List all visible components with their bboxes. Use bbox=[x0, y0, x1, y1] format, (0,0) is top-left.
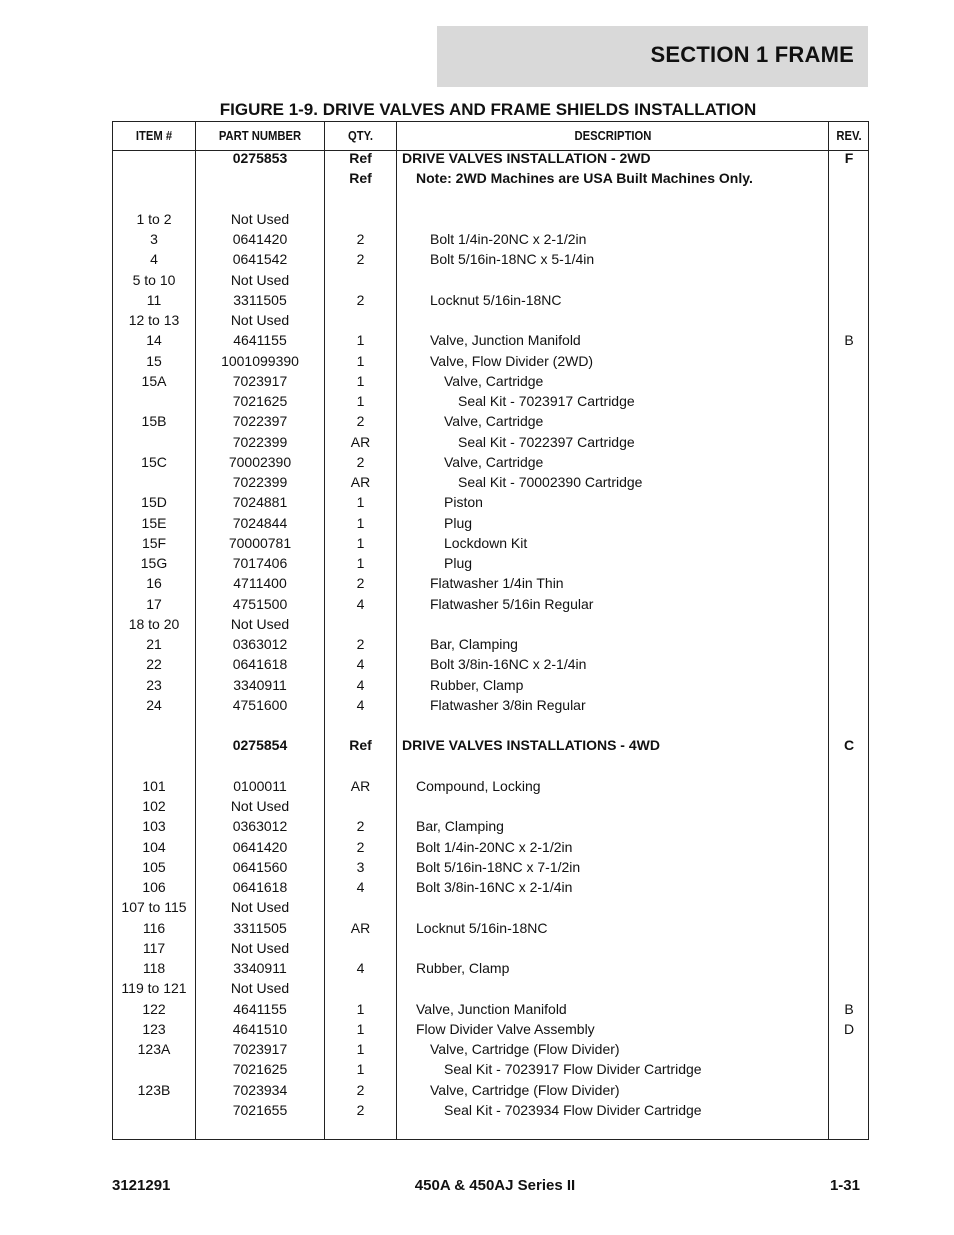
footer-model: 450A & 450AJ Series II bbox=[414, 1177, 576, 1194]
description: Locknut 5/16in-18NC bbox=[416, 919, 548, 936]
description: Valve, Cartridge (Flow Divider) bbox=[430, 1081, 620, 1098]
description: Bolt 5/16in-18NC x 5-1/4in bbox=[430, 251, 595, 268]
table-row bbox=[113, 229, 868, 249]
description: Lockdown Kit bbox=[444, 534, 528, 551]
description: Valve, Cartridge bbox=[444, 413, 544, 430]
item-number: 15A bbox=[141, 372, 167, 389]
table-row bbox=[113, 1039, 868, 1059]
part-number: 0100011 bbox=[233, 777, 287, 794]
table-row bbox=[113, 148, 868, 168]
part-number: 4711400 bbox=[233, 575, 287, 592]
description: Valve, Junction Manifold bbox=[416, 1000, 567, 1017]
item-number: 103 bbox=[142, 818, 166, 835]
description: Seal Kit - 7023934 Flow Divider Cartridge bbox=[444, 1101, 702, 1118]
revision: B bbox=[844, 332, 854, 349]
part-number: Not Used bbox=[230, 798, 290, 814]
quantity: 1 bbox=[356, 372, 365, 389]
table-row bbox=[113, 776, 868, 796]
quantity: 1 bbox=[356, 1000, 365, 1017]
item-number: 11 bbox=[146, 291, 162, 308]
item-number: 123B bbox=[137, 1081, 171, 1098]
description: Bolt 3/8in-16NC x 2-1/4in bbox=[416, 879, 573, 895]
item-number: 119 to 121 bbox=[121, 980, 187, 997]
table-row bbox=[113, 695, 868, 715]
table-row bbox=[113, 594, 868, 614]
item-number: 123A bbox=[137, 1041, 171, 1057]
quantity: 2 bbox=[356, 251, 365, 268]
quantity: 3 bbox=[356, 858, 365, 875]
table-row bbox=[113, 735, 868, 755]
description: Seal Kit - 7022397 Cartridge bbox=[458, 433, 635, 450]
part-number: Not Used bbox=[230, 939, 290, 956]
quantity: 2 bbox=[356, 818, 365, 835]
table-row bbox=[113, 492, 868, 512]
quantity: Ref bbox=[349, 170, 372, 187]
description: Rubber, Clamp bbox=[416, 960, 510, 976]
quantity: 1 bbox=[356, 1041, 365, 1057]
col-header-part-number: PART NUMBER bbox=[218, 129, 302, 143]
description: Locknut 5/16in-18NC bbox=[430, 291, 562, 308]
quantity: Ref bbox=[349, 737, 372, 754]
table-row bbox=[113, 857, 868, 877]
part-number: 70002390 bbox=[228, 453, 292, 470]
part-number: 0275853 bbox=[232, 150, 288, 166]
part-number: 0641618 bbox=[232, 879, 288, 895]
item-number: 15C bbox=[141, 453, 167, 470]
description: Bolt 3/8in-16NC x 2-1/4in bbox=[430, 656, 587, 673]
item-number: 15F bbox=[141, 534, 167, 551]
description: Rubber, Clamp bbox=[430, 676, 524, 693]
part-number: 3311505 bbox=[233, 291, 287, 308]
part-number: Not Used bbox=[230, 271, 290, 288]
table-row bbox=[113, 290, 868, 310]
item-number: 117 bbox=[142, 939, 166, 956]
table-row bbox=[113, 614, 868, 634]
part-number: 7024844 bbox=[232, 514, 288, 531]
part-number: 0641420 bbox=[232, 231, 288, 247]
part-number: 0641560 bbox=[232, 858, 288, 875]
col-header-item: ITEM # bbox=[135, 129, 173, 143]
item-number: 21 bbox=[146, 636, 162, 652]
table-row bbox=[113, 978, 868, 998]
quantity: 1 bbox=[356, 352, 365, 369]
item-number: 116 bbox=[142, 919, 166, 936]
revision: B bbox=[844, 1000, 854, 1017]
description: Flatwasher 1/4in Thin bbox=[430, 575, 564, 592]
table-row bbox=[113, 330, 868, 350]
description: Flow Divider Valve Assembly bbox=[416, 1020, 595, 1037]
item-number: 122 bbox=[142, 1000, 166, 1017]
quantity: 1 bbox=[356, 555, 365, 571]
item-number: 15D bbox=[141, 494, 167, 511]
description: Valve, Junction Manifold bbox=[430, 332, 581, 349]
quantity: 2 bbox=[356, 453, 365, 470]
quantity: 2 bbox=[356, 838, 365, 855]
quantity: 1 bbox=[356, 393, 365, 409]
quantity: 1 bbox=[356, 332, 365, 349]
quantity: 2 bbox=[356, 413, 365, 430]
quantity: 4 bbox=[356, 595, 365, 612]
item-number: 22 bbox=[146, 656, 162, 673]
quantity: AR bbox=[350, 777, 371, 794]
item-number: 123 bbox=[142, 1020, 166, 1037]
part-number: 7021655 bbox=[232, 1101, 288, 1118]
item-number: 14 bbox=[146, 332, 162, 349]
item-number: 101 bbox=[142, 777, 166, 794]
part-number: 1001099390 bbox=[221, 352, 299, 369]
description: Bolt 5/16in-18NC x 7-1/2in bbox=[416, 858, 581, 875]
item-number: 24 bbox=[146, 696, 162, 713]
item-number: 1 to 2 bbox=[136, 210, 172, 227]
quantity: 2 bbox=[356, 636, 365, 652]
quantity: 2 bbox=[356, 291, 365, 308]
footer-doc-number: 3121291 bbox=[112, 1177, 171, 1194]
table-row bbox=[113, 452, 868, 472]
part-number: 7022397 bbox=[232, 413, 288, 430]
table-row bbox=[113, 249, 868, 269]
quantity: 1 bbox=[356, 494, 365, 511]
table-row bbox=[113, 209, 868, 229]
section-title: SECTION 1 FRAME bbox=[650, 42, 854, 67]
part-number: 7021625 bbox=[232, 393, 288, 409]
quantity: 2 bbox=[356, 1081, 365, 1098]
table-row bbox=[113, 1019, 868, 1039]
part-number: 7023917 bbox=[232, 372, 288, 389]
figure-title: FIGURE 1-9. DRIVE VALVES AND FRAME SHIELDS INSTALLATION bbox=[219, 100, 757, 119]
col-header-description: DESCRIPTION bbox=[574, 129, 652, 143]
item-number: 3 bbox=[150, 231, 158, 247]
quantity: 4 bbox=[356, 676, 365, 693]
quantity: 4 bbox=[356, 696, 365, 713]
description: Valve, Cartridge bbox=[444, 453, 544, 470]
item-number: 23 bbox=[146, 676, 162, 693]
item-number: 18 to 20 bbox=[128, 615, 180, 632]
quantity: 4 bbox=[356, 879, 365, 895]
table-row bbox=[113, 938, 868, 958]
part-number: 7024881 bbox=[232, 494, 288, 511]
table-row bbox=[113, 715, 868, 735]
table-row bbox=[113, 1080, 868, 1100]
part-number: 4641155 bbox=[233, 1000, 287, 1017]
item-number: 4 bbox=[150, 251, 158, 268]
description: Valve, Cartridge bbox=[444, 372, 544, 389]
description: Compound, Locking bbox=[416, 777, 541, 794]
table-row bbox=[113, 432, 868, 452]
table-row bbox=[113, 918, 868, 938]
item-number: 16 bbox=[146, 575, 162, 592]
part-number: 7021625 bbox=[232, 1061, 288, 1078]
part-number: 0363012 bbox=[232, 636, 288, 652]
table-row bbox=[113, 411, 868, 431]
table-row bbox=[113, 270, 868, 290]
quantity: Ref bbox=[349, 150, 372, 166]
table-row bbox=[113, 837, 868, 857]
quantity: 2 bbox=[356, 575, 365, 592]
table-row bbox=[113, 654, 868, 674]
item-number: 15 bbox=[146, 352, 162, 369]
description: Plug bbox=[444, 555, 473, 571]
description: DRIVE VALVES INSTALLATIONS - 4WD bbox=[402, 737, 660, 754]
item-number: 5 to 10 bbox=[132, 271, 176, 288]
description: Valve, Cartridge (Flow Divider) bbox=[430, 1041, 620, 1057]
description: Seal Kit - 7023917 Flow Divider Cartridge bbox=[444, 1061, 702, 1078]
part-number: 0641420 bbox=[232, 838, 288, 855]
item-number: 106 bbox=[142, 879, 166, 895]
table-row bbox=[113, 533, 868, 553]
part-number: 4641155 bbox=[233, 332, 287, 349]
part-number: Not Used bbox=[230, 899, 290, 916]
part-number: 3311505 bbox=[233, 919, 287, 936]
part-number: 0641618 bbox=[232, 656, 288, 673]
table-row bbox=[113, 1059, 868, 1079]
col-header-qty: QTY. bbox=[347, 129, 374, 143]
item-number: 15B bbox=[141, 413, 167, 430]
description: Bolt 1/4in-20NC x 2-1/2in bbox=[430, 231, 587, 247]
item-number: 17 bbox=[146, 595, 162, 612]
table-row bbox=[113, 816, 868, 836]
item-number: 15E bbox=[141, 514, 167, 531]
description: DRIVE VALVES INSTALLATION - 2WD bbox=[402, 150, 651, 166]
description: Valve, Flow Divider (2WD) bbox=[430, 352, 594, 369]
quantity: AR bbox=[350, 433, 371, 450]
item-number: 107 to 115 bbox=[121, 899, 187, 916]
col-header-rev: REV. bbox=[836, 129, 862, 143]
table-row bbox=[113, 472, 868, 492]
table-row bbox=[113, 877, 868, 897]
part-number: 7017406 bbox=[232, 555, 288, 571]
table-row bbox=[113, 634, 868, 654]
quantity: AR bbox=[350, 474, 371, 490]
part-number: 70000781 bbox=[228, 534, 292, 551]
description: Seal Kit - 70002390 Cartridge bbox=[458, 474, 643, 490]
part-number: 7023934 bbox=[232, 1081, 288, 1098]
part-number: Not Used bbox=[230, 210, 290, 227]
item-number: 104 bbox=[142, 838, 166, 855]
quantity: 1 bbox=[356, 1020, 365, 1037]
item-number: 12 to 13 bbox=[128, 312, 180, 328]
description: Note: 2WD Machines are USA Built Machines Only. bbox=[416, 170, 753, 187]
table-header bbox=[113, 122, 868, 151]
part-number: 7022399 bbox=[232, 474, 288, 490]
part-number: Not Used bbox=[230, 615, 290, 632]
part-number: 3340911 bbox=[233, 960, 287, 976]
table-row bbox=[113, 573, 868, 593]
part-number: 4751500 bbox=[232, 595, 288, 612]
part-number: 4751600 bbox=[232, 696, 288, 713]
part-number: 0363012 bbox=[232, 818, 288, 835]
table-row bbox=[113, 897, 868, 917]
item-number: 118 bbox=[142, 960, 166, 976]
table-row bbox=[113, 513, 868, 533]
description: Flatwasher 3/8in Regular bbox=[430, 696, 586, 713]
part-number: Not Used bbox=[230, 980, 290, 997]
table-row bbox=[113, 168, 868, 188]
part-number: 0641542 bbox=[232, 251, 288, 268]
footer-page-number: 1-31 bbox=[829, 1177, 860, 1194]
quantity: 2 bbox=[356, 231, 365, 247]
table-row bbox=[113, 391, 868, 411]
description: Seal Kit - 7023917 Cartridge bbox=[458, 393, 635, 409]
revision: C bbox=[843, 737, 855, 754]
part-number: 7022399 bbox=[232, 433, 288, 450]
table-row bbox=[113, 675, 868, 695]
table-row bbox=[113, 371, 868, 391]
description: Flatwasher 5/16in Regular bbox=[430, 595, 594, 612]
part-number: Not Used bbox=[230, 312, 290, 328]
revision: F bbox=[844, 150, 854, 166]
quantity: 1 bbox=[356, 534, 365, 551]
table-row bbox=[113, 1100, 868, 1120]
quantity: AR bbox=[350, 919, 371, 936]
table-row bbox=[113, 553, 868, 573]
quantity: 1 bbox=[356, 514, 365, 531]
table-row bbox=[113, 189, 868, 209]
description: Piston bbox=[444, 494, 483, 511]
table-row bbox=[113, 796, 868, 816]
item-number: 105 bbox=[142, 858, 166, 875]
table-row bbox=[113, 351, 868, 371]
description: Bar, Clamping bbox=[430, 636, 518, 652]
table-row bbox=[113, 999, 868, 1019]
table-row bbox=[113, 756, 868, 776]
table-row bbox=[113, 310, 868, 330]
table-row bbox=[113, 958, 868, 978]
section-header-box bbox=[437, 26, 868, 87]
part-number: 3340911 bbox=[233, 676, 287, 693]
parts-table bbox=[112, 121, 869, 1140]
part-number: 0275854 bbox=[232, 737, 288, 754]
item-number: 15G bbox=[140, 555, 168, 571]
quantity: 1 bbox=[356, 1061, 365, 1078]
quantity: 2 bbox=[356, 1101, 365, 1118]
description: Bar, Clamping bbox=[416, 818, 504, 835]
description: Bolt 1/4in-20NC x 2-1/2in bbox=[416, 838, 573, 855]
description: Plug bbox=[444, 514, 473, 531]
revision: D bbox=[843, 1020, 855, 1037]
part-number: 7023917 bbox=[232, 1041, 288, 1057]
item-number: 102 bbox=[142, 798, 166, 814]
quantity: 4 bbox=[356, 960, 365, 976]
quantity: 4 bbox=[356, 656, 365, 673]
part-number: 4641510 bbox=[232, 1020, 288, 1037]
